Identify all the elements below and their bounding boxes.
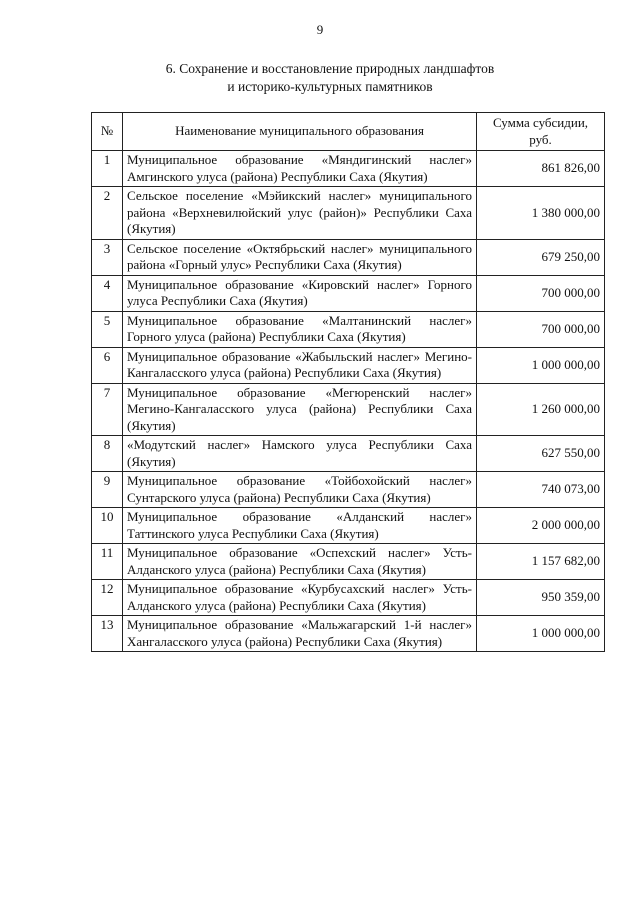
section-title-line-2: и историко-культурных памятников <box>227 79 433 94</box>
subsidy-amount: 700 000,00 <box>477 311 605 347</box>
table-row <box>92 580 605 616</box>
row-number: 13 <box>92 616 123 652</box>
subsidy-table <box>91 112 605 652</box>
municipality-name: Муниципальное образование «Мальжагарский 1-й наслег» Хангаласского улуса (района) Республики Саха (Якутия) <box>123 616 477 652</box>
row-number: 6 <box>92 347 123 383</box>
row-number: 10 <box>92 508 123 544</box>
municipality-name: Сельское поселение «Октябрьский наслег» муниципального района «Горный улус» Республики Саха (Якутия) <box>123 239 477 275</box>
subsidy-amount: 679 250,00 <box>477 239 605 275</box>
header-municipality-name: Наименование муниципального образования <box>123 113 477 151</box>
municipality-name: «Модутский наслег» Намского улуса Республики Саха (Якутия) <box>123 436 477 472</box>
row-number: 12 <box>92 580 123 616</box>
row-number: 7 <box>92 383 123 436</box>
section-title <box>60 60 600 96</box>
table-row <box>92 616 605 652</box>
table-row <box>92 239 605 275</box>
subsidy-amount: 1 000 000,00 <box>477 616 605 652</box>
section-title-line-1: 6. Сохранение и восстановление природных ландшафтов <box>165 61 495 76</box>
page-number: 9 <box>316 22 324 37</box>
subsidy-amount: 861 826,00 <box>477 151 605 187</box>
table-header-row <box>92 113 605 151</box>
municipality-name: Муниципальное образование «Алданский наслег» Таттинского улуса Республики Саха (Якутия) <box>123 508 477 544</box>
subsidy-amount: 1 380 000,00 <box>477 187 605 240</box>
header-subsidy-amount: Сумма субсидии, руб. <box>477 113 605 151</box>
subsidy-amount: 740 073,00 <box>477 472 605 508</box>
row-number: 8 <box>92 436 123 472</box>
row-number: 3 <box>92 239 123 275</box>
table-row <box>92 436 605 472</box>
subsidy-amount: 627 550,00 <box>477 436 605 472</box>
table-row <box>92 187 605 240</box>
row-number: 11 <box>92 544 123 580</box>
municipality-name: Муниципальное образование «Малтанинский наслег» Горного улуса (района) Республики Саха (Якутия) <box>123 311 477 347</box>
municipality-name: Муниципальное образование «Мегюренский наслег» Мегино-Кангаласского улуса (района) Республики Саха (Якутия) <box>123 383 477 436</box>
subsidy-amount: 2 000 000,00 <box>477 508 605 544</box>
municipality-name: Муниципальное образование «Тойбохойский наслег» Сунтарского улуса (района) Республики Саха (Якутия) <box>123 472 477 508</box>
municipality-name: Муниципальное образование «Оспехский наслег» Усть-Алданского улуса (района) Республики Саха (Якутия) <box>123 544 477 580</box>
subsidy-amount: 1 157 682,00 <box>477 544 605 580</box>
row-number: 2 <box>92 187 123 240</box>
table-row <box>92 472 605 508</box>
row-number: 4 <box>92 275 123 311</box>
header-number: № <box>92 113 123 151</box>
row-number: 5 <box>92 311 123 347</box>
row-number: 1 <box>92 151 123 187</box>
table-row <box>92 151 605 187</box>
table-row <box>92 347 605 383</box>
municipality-name: Муниципальное образование «Жабыльский наслег» Мегино-Кангаласского улуса (района) Республики Саха (Якутия) <box>123 347 477 383</box>
subsidy-amount: 1 260 000,00 <box>477 383 605 436</box>
table-row <box>92 508 605 544</box>
municipality-name: Муниципальное образование «Курбусахский наслег» Усть-Алданского улуса (района) Республики Саха (Якутия) <box>123 580 477 616</box>
subsidy-amount: 700 000,00 <box>477 275 605 311</box>
table-row <box>92 275 605 311</box>
table-row <box>92 544 605 580</box>
subsidy-amount: 950 359,00 <box>477 580 605 616</box>
municipality-name: Муниципальное образование «Мяндигинский наслег» Амгинского улуса (района) Республики Саха (Якутия) <box>123 151 477 187</box>
table-row <box>92 311 605 347</box>
table-row <box>92 383 605 436</box>
row-number: 9 <box>92 472 123 508</box>
municipality-name: Сельское поселение «Мэйикский наслег» муниципального района «Верхневилюйский улус (район)» Республики Саха (Якутия) <box>123 187 477 240</box>
subsidy-amount: 1 000 000,00 <box>477 347 605 383</box>
municipality-name: Муниципальное образование «Кировский наслег» Горного улуса Республики Саха (Якутия) <box>123 275 477 311</box>
